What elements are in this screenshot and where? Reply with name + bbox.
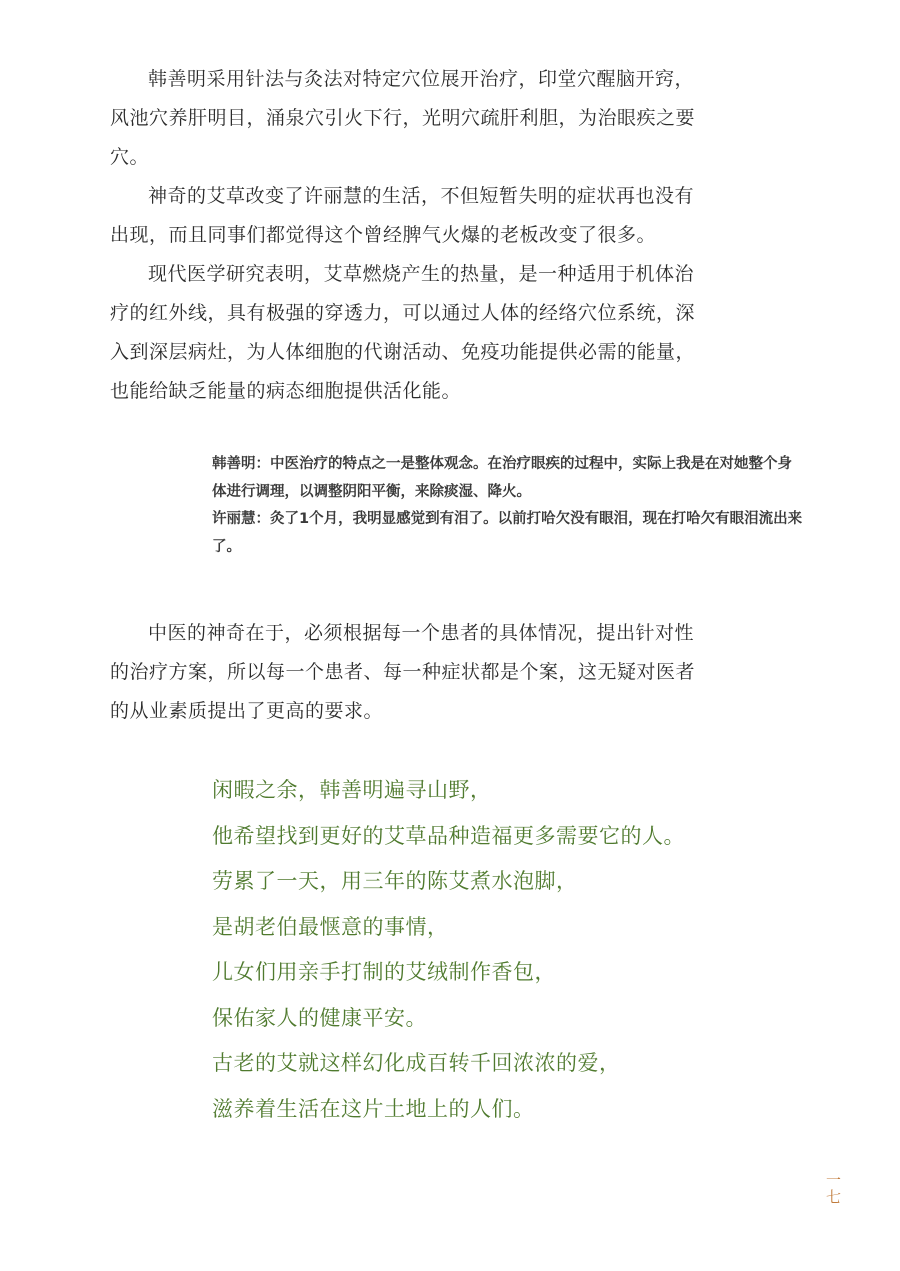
poem-line: 保佑家人的健康平安。 (212, 1005, 427, 1030)
paragraph: 神奇的艾草改变了许丽慧的生活，不但短暂失明的症状再也没有出现，而且同事们都觉得这个曾经脾气火爆的老板改变了很多。 (110, 185, 695, 246)
poem (212, 768, 812, 1132)
interview-quotes (212, 451, 804, 561)
poem-line: 古老的艾就这样幻化成百转千回浓浓的爱， (212, 1051, 621, 1075)
poem-line: 闲暇之余，韩善明遍寻山野， (212, 778, 492, 802)
paragraph: 中医的神奇在于，必须根据每一个患者的具体情况，提出针对性的治疗方案，所以每一个患者、每一种症状都是个案，这无疑对医者的从业素质提出了更高的要求。 (110, 622, 696, 722)
poem-line: 他希望找到更好的艾草品种造福更多需要它的人。 (212, 823, 685, 848)
interview-quote: 许丽慧：灸了1个月，我明显感觉到有泪了。以前打哈欠没有眼泪，现在打哈欠有眼泪流出来了。 (212, 511, 803, 555)
paragraph: 现代医学研究表明，艾草燃烧产生的热量，是一种适用于机体治疗的红外线，具有极强的穿透力，可以通过人体的经络穴位系统，深入到深层病灶，为人体细胞的代谢活动、免疫功能提供必需的能量，也能给缺乏能量的病态细胞提供活化能。 (110, 263, 696, 402)
paragraph: 韩善明采用针法与灸法对特定穴位展开治疗，印堂穴醒脑开窍，风池穴养肝明目，涌泉穴引火下行，光明穴疏肝利胆，为治眼疾之要穴。 (110, 68, 696, 168)
interview-quote: 韩善明：中医治疗的特点之一是整体观念。在治疗眼疾的过程中，实际上我是在对她整个身体进行调理，以调整阴阳平衡，来除痰湿、降火。 (212, 456, 792, 500)
body-text-top (110, 60, 700, 411)
body-text-middle (110, 614, 700, 731)
poem-line: 是胡老伯最惬意的事情， (212, 914, 449, 939)
poem-line: 儿女们用亲手打制的艾绒制作香包， (212, 960, 556, 984)
poem-line: 劳累了一天，用三年的陈艾煮水泡脚， (212, 869, 578, 893)
page-number: 一七 (824, 1172, 842, 1206)
poem-line: 滋养着生活在这片土地上的人们。 (212, 1096, 535, 1121)
